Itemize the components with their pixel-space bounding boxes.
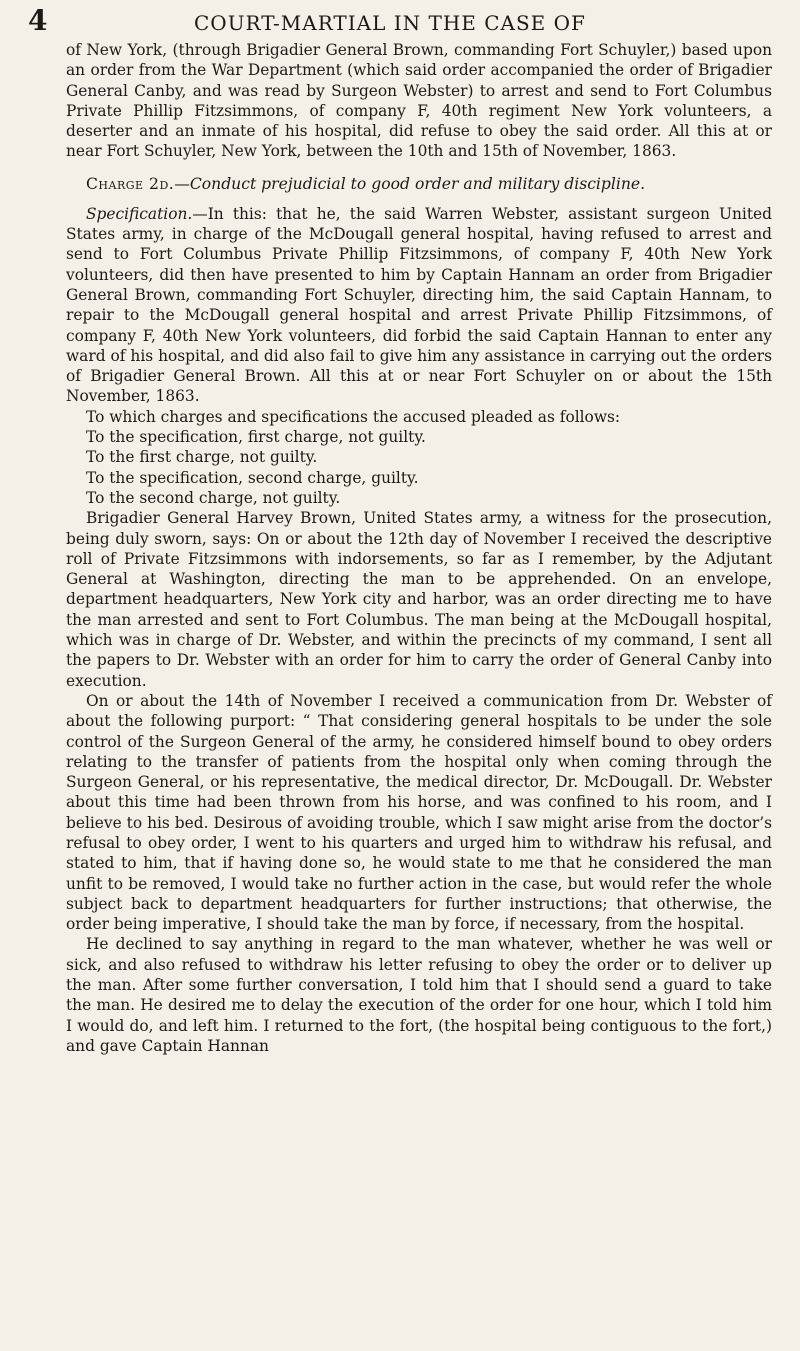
charge-2-heading: Charge 2d.—Conduct prejudicial to good order and military discipline. [86, 174, 646, 193]
page-number: 4 [28, 4, 48, 37]
plea-line: To the specification, second charge, guilty. [86, 468, 419, 487]
plea-line: To the specification, first charge, not guilty. [86, 428, 426, 447]
specification-label: Specification. [86, 204, 193, 223]
paragraph-plea-intro: To which charges and specifications the accused pleaded as follows: [86, 407, 621, 426]
page-header [28, 0, 772, 40]
paragraph-charge-1-continuation: of New York, (through Brigadier General Brown, commanding Fort Schuyler,) based upon an order from the War Department (which said order accompanied the order of Brigadier General Canby, and was read by Surgeon Webster) to arrest and send to Fort Columbus Private Phillip Fitzsimmons, of company F, 40th regiment New York volunteers, a deserter and an inmate of his hospital, did refuse to obey the said order. All this at or near Fort Schuyler, New York, between the 10th and 15th of November, 1863. [66, 41, 772, 161]
running-head: COURT-MARTIAL IN THE CASE OF [194, 11, 586, 35]
paragraph-testimony-3: He declined to say anything in regard to the man whatever, whether he was well or sick, and also refused to withdraw his letter refusing to obey the order or to deliver up the man. After some further conversation, I told him that I should send a guard to take the man. He desired me to delay the execution of the order for one hour, which I told him I would do, and left him. I returned to the fort, (the hospital being contiguous to the fort,) and gave Captain Hannan [66, 935, 772, 1055]
paragraph-testimony-2: On or about the 14th of November I received a communication from Dr. Webster of about the following purport: “ That considering general hospitals to be under the sole control of the Surgeon General of the army, he considered himself bound to obey orders relating to the transfer of patients from the hospital only when coming through the Surgeon General, or his representative, the medical director, Dr. McDougall. Dr. Webster about this time had been thrown from his horse, and was confined to his room, and I believe to his bed. Desirous of avoiding trouble, which I saw might arise from the doctor’s refusal to obey order, I went to his quarters and urged him to withdraw his refusal, and stated to him, that if having done so, he would state to me that he considered the man unfit to be removed, I would take no further action in the case, but would refer the whole subject back to department headquarters for further instructions; that otherwise, the order being imperative, I should take the man by force, if necessary, from the hospital. [66, 691, 772, 934]
plea-line: To the second charge, not guilty. [86, 488, 341, 507]
charge-2-title: Conduct prejudicial to good order and military discipline. [189, 174, 646, 193]
paragraph-testimony-1: Brigadier General Harvey Brown, United States army, a witness for the prosecution, being duly sworn, says: On or about the 12th day of November I received the descriptive roll of Private Fitzsimmons with indorsements, so far as I remember, by the Adjutant General at Washington, directing the man to be apprehended. On an envelope, department headquarters, New York city and harbor, was an order directing me to have the man arrested and sent to Fort Columbus. The man being at the McDougall hospital, which was in charge of Dr. Webster, and within the precincts of my command, I sent all the papers to Dr. Webster with an order for him to carry the order of General Canby into execution. [66, 509, 772, 690]
plea-line: To the first charge, not guilty. [86, 448, 318, 467]
specification-text: In this: that he, the said Warren Webster, assistant surgeon United States army, in charge of the McDougall general hospital, having refused to arrest and send to Fort Columbus Private Phillip Fitzsimmons, of company F, 40th New York volunteers, did then have presented to him by Captain Hannam an order from Brigadier General Brown, commanding Fort Schuyler, directing him, the said Captain Hannam, to repair to the McDougall general hospital and arrest Private Phillip Fitzsimmons, of company F, 40th New York volunteers, did forbid the said Captain Hannan to enter any ward of his hospital, and did also fail to give him any assistance in carrying out the orders of Brigadier General Brown. All this at or near Fort Schuyler on or about the 15th November, 1863. [66, 204, 772, 406]
charge-2-label: Charge 2d. [86, 174, 175, 193]
paragraph-specification: Specification.—In this: that he, the said Warren Webster, assistant surgeon United States army, in charge of the McDougall general hospital, having refused to arrest and send to Fort Columbus Private Phillip Fitzsimmons, of company F, 40th New York volunteers, did then have presented to him by Captain Hannam an order from Brigadier General Brown, commanding Fort Schuyler, directing him, the said Captain Hannam, to repair to the McDougall general hospital and arrest Private Phillip Fitzsimmons, of company F, 40th New York volunteers, did forbid the said Captain Hannan to enter any ward of his hospital, and did also fail to give him any assistance in carrying out the orders of Brigadier General Brown. All this at or near Fort Schuyler on or about the 15th November, 1863. [66, 204, 772, 406]
